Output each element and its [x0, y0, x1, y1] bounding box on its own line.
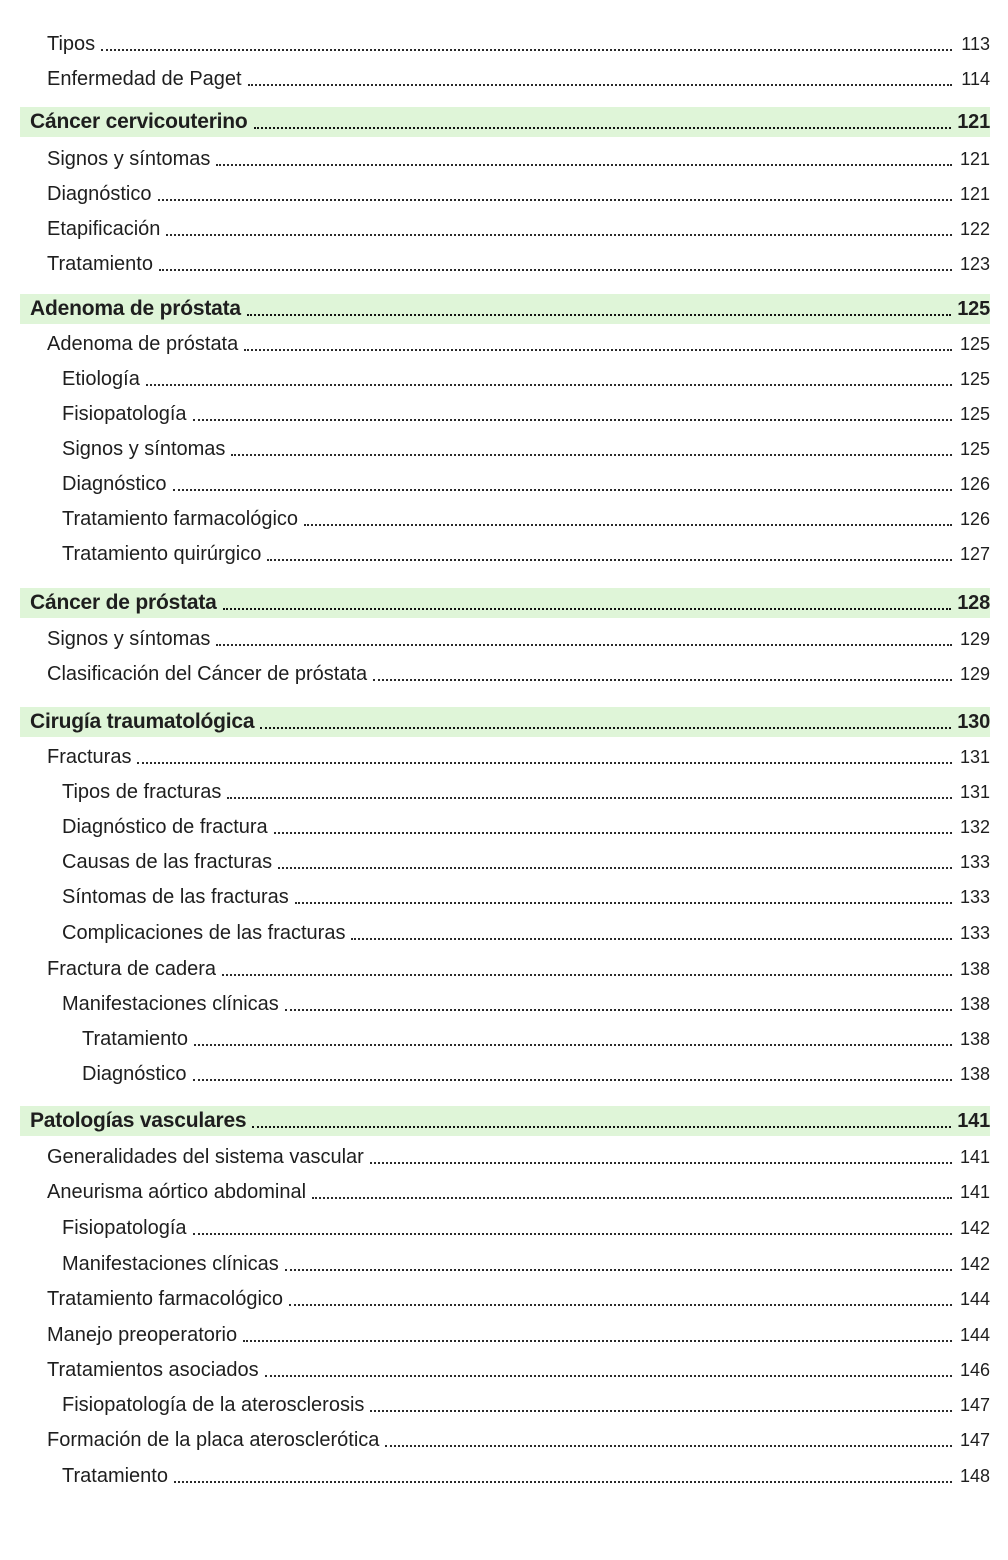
toc-entry[interactable]	[20, 1355, 990, 1385]
toc-page-number: 131	[959, 782, 990, 802]
dot-leader	[285, 1260, 952, 1271]
toc-entry[interactable]	[20, 624, 990, 654]
dot-leader	[248, 75, 952, 86]
toc-page-number: 147	[959, 1430, 990, 1450]
toc-page-number: 125	[959, 369, 990, 389]
toc-entry-label: Generalidades del sistema vascular	[47, 1146, 364, 1168]
dot-leader	[267, 550, 952, 561]
toc-entry[interactable]	[20, 1284, 990, 1314]
dot-leader	[252, 1117, 951, 1128]
toc-entry[interactable]	[20, 179, 990, 209]
toc-entry[interactable]	[20, 1390, 990, 1420]
toc-section-heading[interactable]	[20, 294, 990, 324]
toc-entry-label: Signos y síntomas	[47, 628, 211, 650]
toc-section-heading[interactable]	[20, 588, 990, 618]
dot-leader	[265, 1366, 952, 1377]
toc-entry[interactable]	[20, 847, 990, 877]
toc-page-number: 121	[959, 184, 990, 204]
toc-entry[interactable]	[20, 954, 990, 984]
toc-page-number: 132	[959, 817, 990, 837]
toc-page-number: 133	[959, 923, 990, 943]
toc-page-number: 142	[959, 1254, 990, 1274]
dot-leader	[158, 190, 952, 201]
toc-entry-label: Patologías vasculares	[30, 1109, 247, 1132]
toc-page-number: 144	[959, 1289, 990, 1309]
dot-leader	[370, 1153, 952, 1164]
toc-entry[interactable]	[20, 1177, 990, 1207]
toc-page-number: 121	[959, 149, 990, 169]
dot-leader	[351, 929, 952, 940]
dot-leader	[295, 893, 952, 904]
dot-leader	[194, 1035, 952, 1046]
toc-page-number: 128	[957, 592, 990, 614]
dot-leader	[146, 375, 952, 386]
dot-leader	[254, 118, 952, 129]
dot-leader	[370, 1401, 952, 1412]
toc-entry[interactable]	[20, 504, 990, 534]
dot-leader	[173, 480, 952, 491]
toc-entry-label: Tratamiento	[47, 253, 153, 275]
dot-leader	[137, 753, 952, 764]
toc-page-number: 133	[959, 887, 990, 907]
toc-page-number: 129	[959, 629, 990, 649]
toc-entry-label: Diagnóstico	[62, 473, 167, 495]
toc-entry-label: Enfermedad de Paget	[47, 68, 242, 90]
toc-entry-label: Formación de la placa aterosclerótica	[47, 1429, 380, 1451]
toc-page-number: 138	[959, 994, 990, 1014]
toc-entry[interactable]	[20, 64, 990, 94]
toc-entry-label: Manejo preoperatorio	[47, 1324, 238, 1346]
dot-leader	[385, 1436, 952, 1447]
dot-leader	[193, 1070, 952, 1081]
toc-entry-label: Fisiopatología	[62, 1217, 187, 1239]
toc-page-number: 114	[961, 69, 990, 89]
dot-leader	[222, 965, 952, 976]
toc-entry[interactable]	[20, 539, 990, 569]
toc-entry[interactable]	[20, 742, 990, 772]
toc-page-number: 130	[957, 711, 990, 733]
toc-page-number: 138	[959, 1064, 990, 1084]
dot-leader	[274, 823, 952, 834]
toc-section-heading[interactable]	[20, 1106, 990, 1136]
toc-page-number: 126	[959, 509, 990, 529]
dot-leader	[227, 788, 952, 799]
toc-entry-label: Diagnóstico	[47, 183, 152, 205]
toc-page-number: 123	[959, 254, 990, 274]
toc-entry[interactable]	[20, 1320, 990, 1350]
toc-page-number: 125	[959, 334, 990, 354]
dot-leader	[312, 1188, 952, 1199]
dot-leader	[193, 410, 952, 421]
toc-entry-label: Etapificación	[47, 218, 161, 240]
dot-leader	[174, 1472, 952, 1483]
toc-page-number: 129	[959, 664, 990, 684]
dot-leader	[231, 445, 952, 456]
toc-entry-label: Adenoma de próstata	[47, 333, 239, 355]
toc-entry-label: Tratamiento farmacológico	[62, 508, 299, 530]
dot-leader	[216, 635, 952, 646]
toc-entry[interactable]	[20, 1213, 990, 1243]
toc-entry-label: Fractura de cadera	[47, 958, 216, 980]
toc-page-number: 141	[959, 1147, 990, 1167]
toc-entry-label: Signos y síntomas	[47, 148, 211, 170]
toc-entry-label: Adenoma de próstata	[30, 297, 241, 320]
toc-page-number: 121	[957, 111, 990, 133]
toc-page-number: 141	[957, 1110, 990, 1132]
toc-entry[interactable]	[20, 1024, 990, 1054]
toc-entry[interactable]	[20, 469, 990, 499]
dot-leader	[247, 305, 951, 316]
dot-leader	[289, 1295, 952, 1306]
toc-entry-label: Fisiopatología de la aterosclerosis	[62, 1394, 365, 1416]
toc-entry-label: Tratamiento farmacológico	[47, 1288, 284, 1310]
toc-entry[interactable]	[20, 1142, 990, 1172]
toc-entry[interactable]	[20, 249, 990, 279]
toc-entry[interactable]	[20, 434, 990, 464]
toc-entry[interactable]	[20, 364, 990, 394]
toc-page-number: 146	[959, 1360, 990, 1380]
toc-page-number: 125	[959, 439, 990, 459]
toc-page-number: 144	[959, 1325, 990, 1345]
toc-entry[interactable]	[20, 144, 990, 174]
toc-entry[interactable]	[20, 989, 990, 1019]
toc-entry-label: Etiología	[62, 368, 140, 390]
dot-leader	[101, 40, 952, 51]
toc-page-number: 125	[959, 404, 990, 424]
toc-entry[interactable]	[20, 918, 990, 948]
toc-entry-label: Aneurisma aórtico abdominal	[47, 1181, 307, 1203]
toc-entry[interactable]	[20, 1461, 990, 1491]
toc-entry-label: Diagnóstico de fractura	[62, 816, 268, 838]
toc-entry-label: Signos y síntomas	[62, 438, 226, 460]
toc-entry-label: Cáncer cervicouterino	[30, 110, 248, 133]
dot-leader	[243, 1331, 952, 1342]
toc-page-number: 138	[959, 959, 990, 979]
toc-entry-label: Manifestaciones clínicas	[62, 993, 279, 1015]
toc-page-number: 142	[959, 1218, 990, 1238]
toc-page-number: 131	[959, 747, 990, 767]
toc-entry-label: Manifestaciones clínicas	[62, 1253, 279, 1275]
toc-entry[interactable]	[20, 777, 990, 807]
toc-page-number: 122	[959, 219, 990, 239]
dot-leader	[216, 155, 952, 166]
toc-entry-label: Tratamiento	[82, 1028, 188, 1050]
toc-page-number: 127	[959, 544, 990, 564]
toc-entry-label: Tipos de fracturas	[62, 781, 222, 803]
toc-page-number: 113	[961, 34, 990, 54]
dot-leader	[278, 858, 952, 869]
toc-entry-label: Causas de las fracturas	[62, 851, 273, 873]
toc-entry[interactable]	[20, 329, 990, 359]
toc-entry-label: Fracturas	[47, 746, 132, 768]
toc-entry-label: Complicaciones de las fracturas	[62, 922, 346, 944]
dot-leader	[159, 260, 952, 271]
toc-entry-label: Cáncer de próstata	[30, 591, 217, 614]
toc-entry[interactable]	[20, 882, 990, 912]
toc-entry-label: Tipos	[47, 33, 96, 55]
toc-entry[interactable]	[20, 214, 990, 244]
toc-page-number: 148	[959, 1466, 990, 1486]
toc-page-number: 133	[959, 852, 990, 872]
dot-leader	[304, 515, 952, 526]
dot-leader	[166, 225, 952, 236]
dot-leader	[285, 1000, 952, 1011]
toc-entry-label: Síntomas de las fracturas	[62, 886, 289, 908]
dot-leader	[373, 670, 952, 681]
toc-entry[interactable]	[20, 1059, 990, 1089]
toc-section-heading[interactable]	[20, 707, 990, 737]
toc-entry-label: Tratamiento quirúrgico	[62, 543, 262, 565]
toc-entry[interactable]	[20, 1425, 990, 1455]
dot-leader	[244, 340, 952, 351]
toc-entry-label: Tratamientos asociados	[47, 1359, 259, 1381]
toc-entry-label: Clasificación del Cáncer de próstata	[47, 663, 368, 685]
toc-entry-label: Fisiopatología	[62, 403, 187, 425]
toc-entry-label: Tratamiento	[62, 1465, 168, 1487]
dot-leader	[193, 1224, 952, 1235]
toc-page-number: 126	[959, 474, 990, 494]
toc-entry-label: Diagnóstico	[82, 1063, 187, 1085]
toc-entry[interactable]	[20, 29, 990, 59]
toc-page-number: 147	[959, 1395, 990, 1415]
toc-section-heading[interactable]	[20, 107, 990, 137]
dot-leader	[223, 599, 952, 610]
dot-leader	[260, 718, 951, 729]
toc-entry[interactable]	[20, 1249, 990, 1279]
toc-entry[interactable]	[20, 659, 990, 689]
toc-page-number: 141	[959, 1182, 990, 1202]
toc-entry[interactable]	[20, 812, 990, 842]
toc-page-number: 125	[957, 298, 990, 320]
toc-page-number: 138	[959, 1029, 990, 1049]
toc-entry-label: Cirugía traumatológica	[30, 710, 255, 733]
toc-entry[interactable]	[20, 399, 990, 429]
